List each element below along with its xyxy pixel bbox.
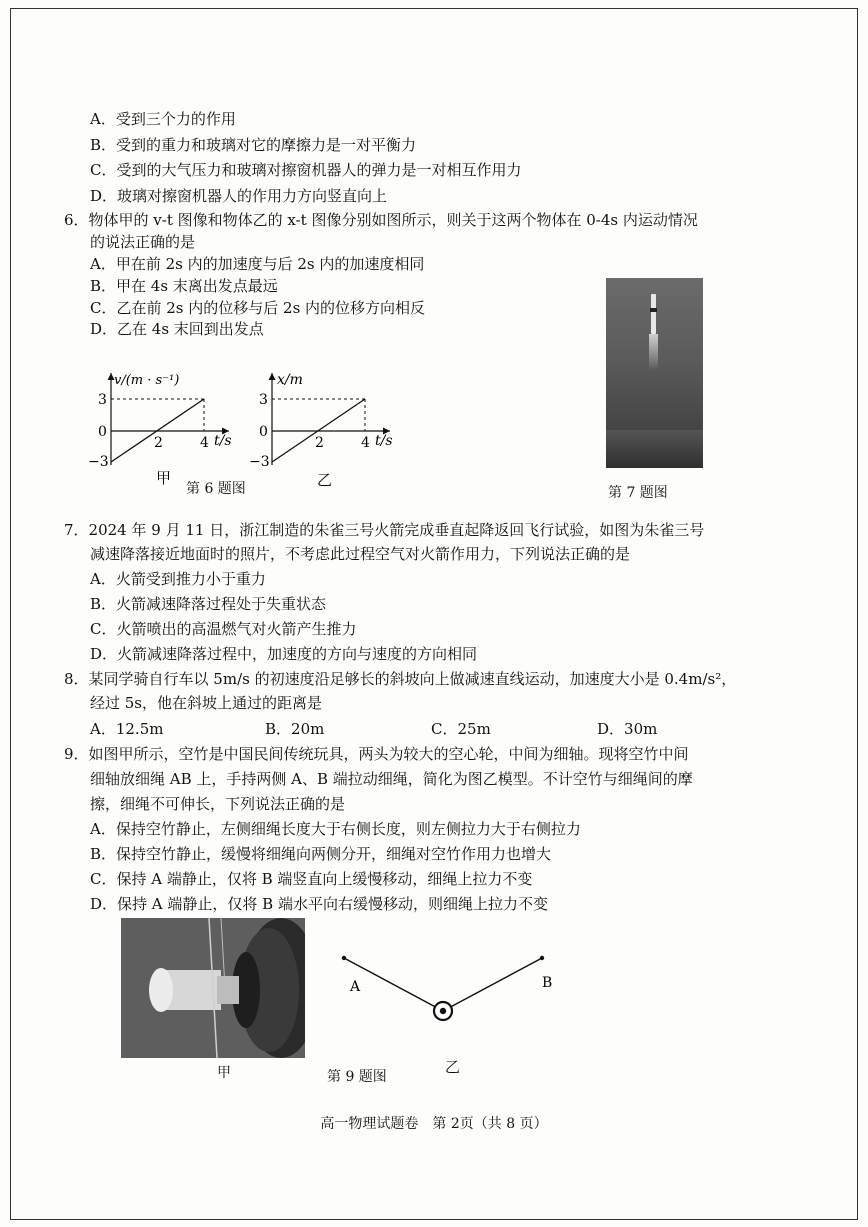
tick-minus-3: −3	[249, 454, 270, 470]
q6-figure-caption: 第 6 题图	[186, 481, 246, 497]
q6-stem-line2: 的说法正确的是	[90, 233, 196, 251]
q8-option-b: B．20m	[265, 720, 325, 738]
label-b: B	[542, 975, 553, 991]
q9-figure-caption: 第 9 题图	[327, 1069, 387, 1085]
q7-option-a: A．火箭受到推力小于重力	[90, 570, 266, 588]
graph-name: 甲	[156, 469, 172, 487]
q9-option-c: C．保持 A 端静止，仅将 B 端竖直向上缓慢移动，细绳上拉力不变	[90, 870, 533, 888]
page-footer: 高一物理试题卷 第 2页（共 8 页）	[320, 1116, 548, 1132]
q8-stem-line1: 8．某同学骑自行车以 5m/s 的初速度沿足够长的斜坡向上做减速直线运动，加速度大小是 0.4m/s²，	[64, 670, 737, 688]
q5-option-c: C．受到的大气压力和玻璃对擦窗机器人的弹力是一对相互作用力	[90, 161, 522, 179]
q6-option-b: B．甲在 4s 末离出发点最远	[90, 277, 278, 295]
q9-diagram-name: 乙	[445, 1058, 461, 1076]
y-axis-label: v/(m · s⁻¹)	[114, 373, 180, 388]
point-b	[540, 956, 544, 960]
graph-name: 乙	[317, 471, 333, 489]
rocket-exhaust	[649, 334, 658, 370]
q9-stem-line1: 9．如图甲所示，空竹是中国民间传统玩具，两头为较大的空心轮，中间为细轴。现将空竹中间	[64, 745, 689, 763]
q7-figure-caption: 第 7 题图	[608, 485, 668, 501]
tick-minus-3: −3	[88, 454, 109, 470]
tick-4: 4	[200, 435, 209, 451]
q9-stem-line2: 细轴放细绳 AB 上，手持两侧 A、B 端拉动细绳，简化为图乙模型。不计空竹与细绳间的摩	[90, 770, 693, 788]
y-axis-label: x/m	[277, 372, 303, 388]
x-axis-label: t/s	[214, 433, 232, 449]
q6-option-d: D．乙在 4s 末回到出发点	[90, 320, 264, 338]
q9-option-a: A．保持空竹静止，左侧细绳长度大于右侧长度，则左侧拉力大于右侧拉力	[90, 820, 581, 838]
tick-4: 4	[361, 435, 370, 451]
q7-option-c: C．火箭喷出的高温燃气对火箭产生推力	[90, 620, 357, 638]
q6-option-c: C．乙在前 2s 内的位移与后 2s 内的位移方向相反	[90, 299, 426, 317]
q9-option-b: B．保持空竹静止，缓慢将细绳向两侧分开，细绳对空竹作用力也增大	[90, 845, 552, 863]
q6-stem-line1: 6．物体甲的 v-t 图像和物体乙的 x-t 图像分别如图所示，则关于这两个物体在 0-4s 内运动情况	[64, 211, 698, 229]
q6-option-a: A．甲在前 2s 内的加速度与后 2s 内的加速度相同	[90, 255, 425, 273]
tick-3: 3	[98, 392, 107, 408]
graph-jia	[84, 365, 244, 490]
rope-diagram	[330, 945, 570, 1040]
tick-2: 2	[154, 435, 163, 451]
label-a: A	[350, 979, 361, 995]
q5-option-d: D．玻璃对擦窗机器人的作用力方向竖直向上	[90, 187, 388, 205]
rope-right	[443, 958, 542, 1011]
tick-2: 2	[315, 435, 324, 451]
tick-0: 0	[259, 424, 268, 440]
q9-stem-line3: 擦，细绳不可伸长，下列说法正确的是	[90, 795, 346, 813]
x-axis-label: t/s	[375, 433, 393, 449]
q8-option-c: C．25m	[431, 720, 491, 738]
tick-3: 3	[259, 392, 268, 408]
q8-option-a: A．12.5m	[90, 720, 164, 738]
q7-stem-line2: 减速降落接近地面时的照片，不考虑此过程空气对火箭作用力，下列说法正确的是	[90, 545, 631, 563]
rocket-photo	[606, 278, 703, 468]
point-a	[342, 956, 346, 960]
rocket-body	[651, 294, 656, 334]
q8-stem-line2: 经过 5s，他在斜坡上通过的距离是	[90, 694, 323, 712]
q9-option-d: D．保持 A 端静止，仅将 B 端水平向右缓慢移动，则细绳上拉力不变	[90, 895, 548, 913]
q5-option-a: A．受到三个力的作用	[90, 110, 236, 128]
q9-photo-name: 甲	[217, 1065, 231, 1081]
tick-0: 0	[98, 424, 107, 440]
q8-option-d: D．30m	[597, 720, 658, 738]
graph-yi	[245, 365, 405, 490]
q5-option-b: B．受到的重力和玻璃对它的摩擦力是一对平衡力	[90, 136, 417, 154]
diabolo-photo	[121, 918, 305, 1058]
q7-stem-line1: 7．2024 年 9 月 11 日，浙江制造的朱雀三号火箭完成垂直起降返回飞行试验，如图为朱雀三号	[64, 521, 705, 539]
q7-option-d: D．火箭减速降落过程中，加速度的方向与速度的方向相同	[90, 645, 478, 663]
q7-option-b: B．火箭减速降落过程处于失重状态	[90, 595, 327, 613]
